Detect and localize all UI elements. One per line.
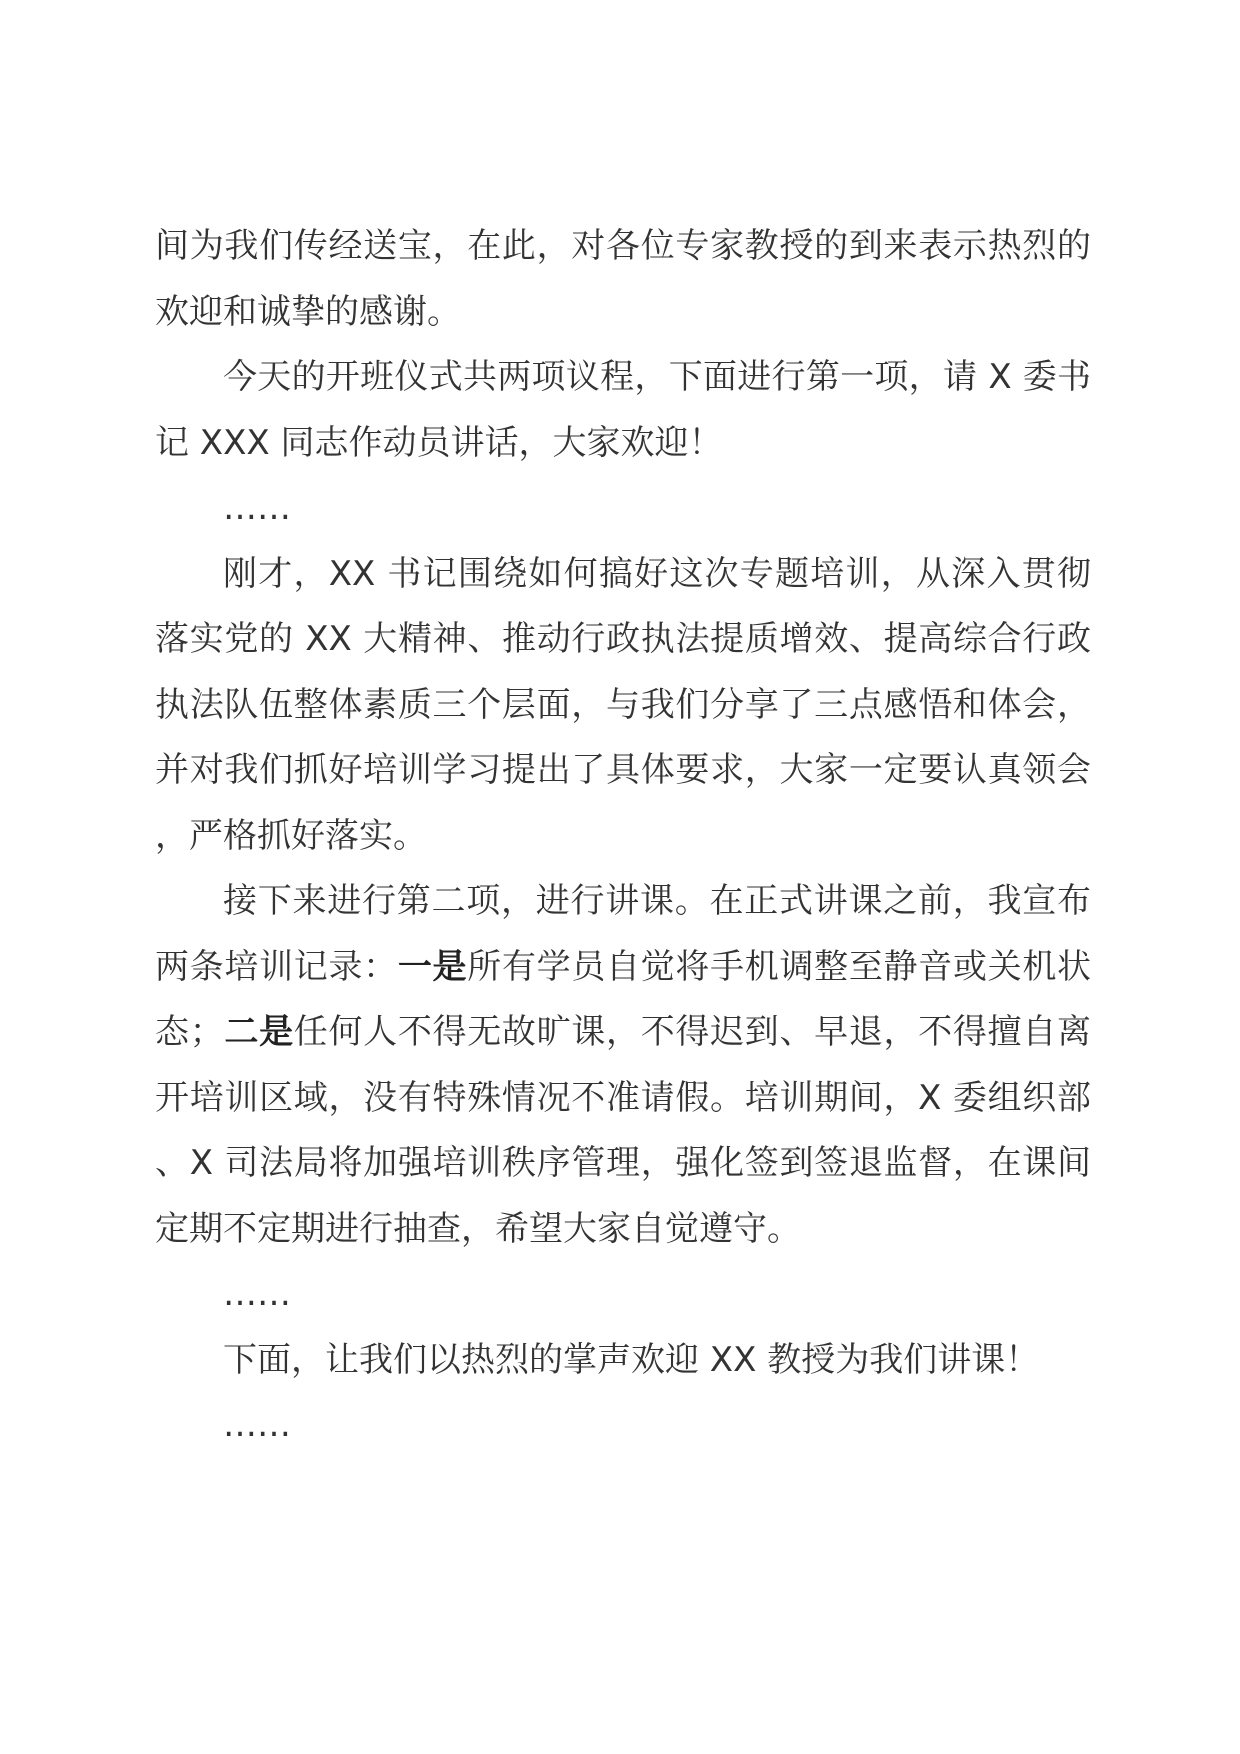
rule-one-marker: 一是	[397, 946, 468, 987]
paragraph-ellipsis: ……	[223, 1405, 291, 1445]
rule-two-marker: 二是	[223, 1012, 294, 1052]
rule-one-text: 所有学员自觉将手机调整至静音或关机状态；	[155, 946, 1092, 1052]
paragraph-welcome-continuation: 间为我们传经送宝，在此，对各位专家教授的到来表示热烈的欢迎和诚挚的感谢。	[155, 226, 1091, 332]
paragraph-professor-introduction: 下面，让我们以热烈的掌声欢迎 XX 教授为我们讲课！	[223, 1339, 1040, 1380]
rule-two-text: 任何人不得无故旷课，不得迟到、早退，不得擅自离开培训区域，没有特殊情况不准请假。培训期间，X 委组织部、X 司法局将加强培训秩序管理，强化签到签退监督，在课间定期不定期进行抽查，希望大家自觉遵守。	[155, 1012, 1092, 1249]
document-body	[155, 214, 1091, 1459]
paragraph-secretary-summary: 刚才，XX 书记围绕如何搞好这次专题培训，从深入贯彻落实党的 XX 大精神、推动行政执法提质增效、提高综合行政执法队伍整体素质三个层面，与我们分享了三点感悟和体会，并对我们抓好培训学习提出了具体要求，大家一定要认真领会，严格抓好落实。	[155, 553, 1091, 856]
training-rules-intro: 接下来进行第二项，进行讲课。在正式讲课之前，我宣布两条培训记录：	[155, 881, 1091, 987]
paragraph-ellipsis: ……	[223, 488, 291, 528]
paragraph-training-rules	[155, 869, 1091, 1262]
paragraph-agenda-first-item: 今天的开班仪式共两项议程，下面进行第一项，请 X 委书记 XXX 同志作动员讲话，大家欢迎！	[155, 357, 1091, 463]
paragraph-ellipsis: ……	[223, 1274, 291, 1314]
